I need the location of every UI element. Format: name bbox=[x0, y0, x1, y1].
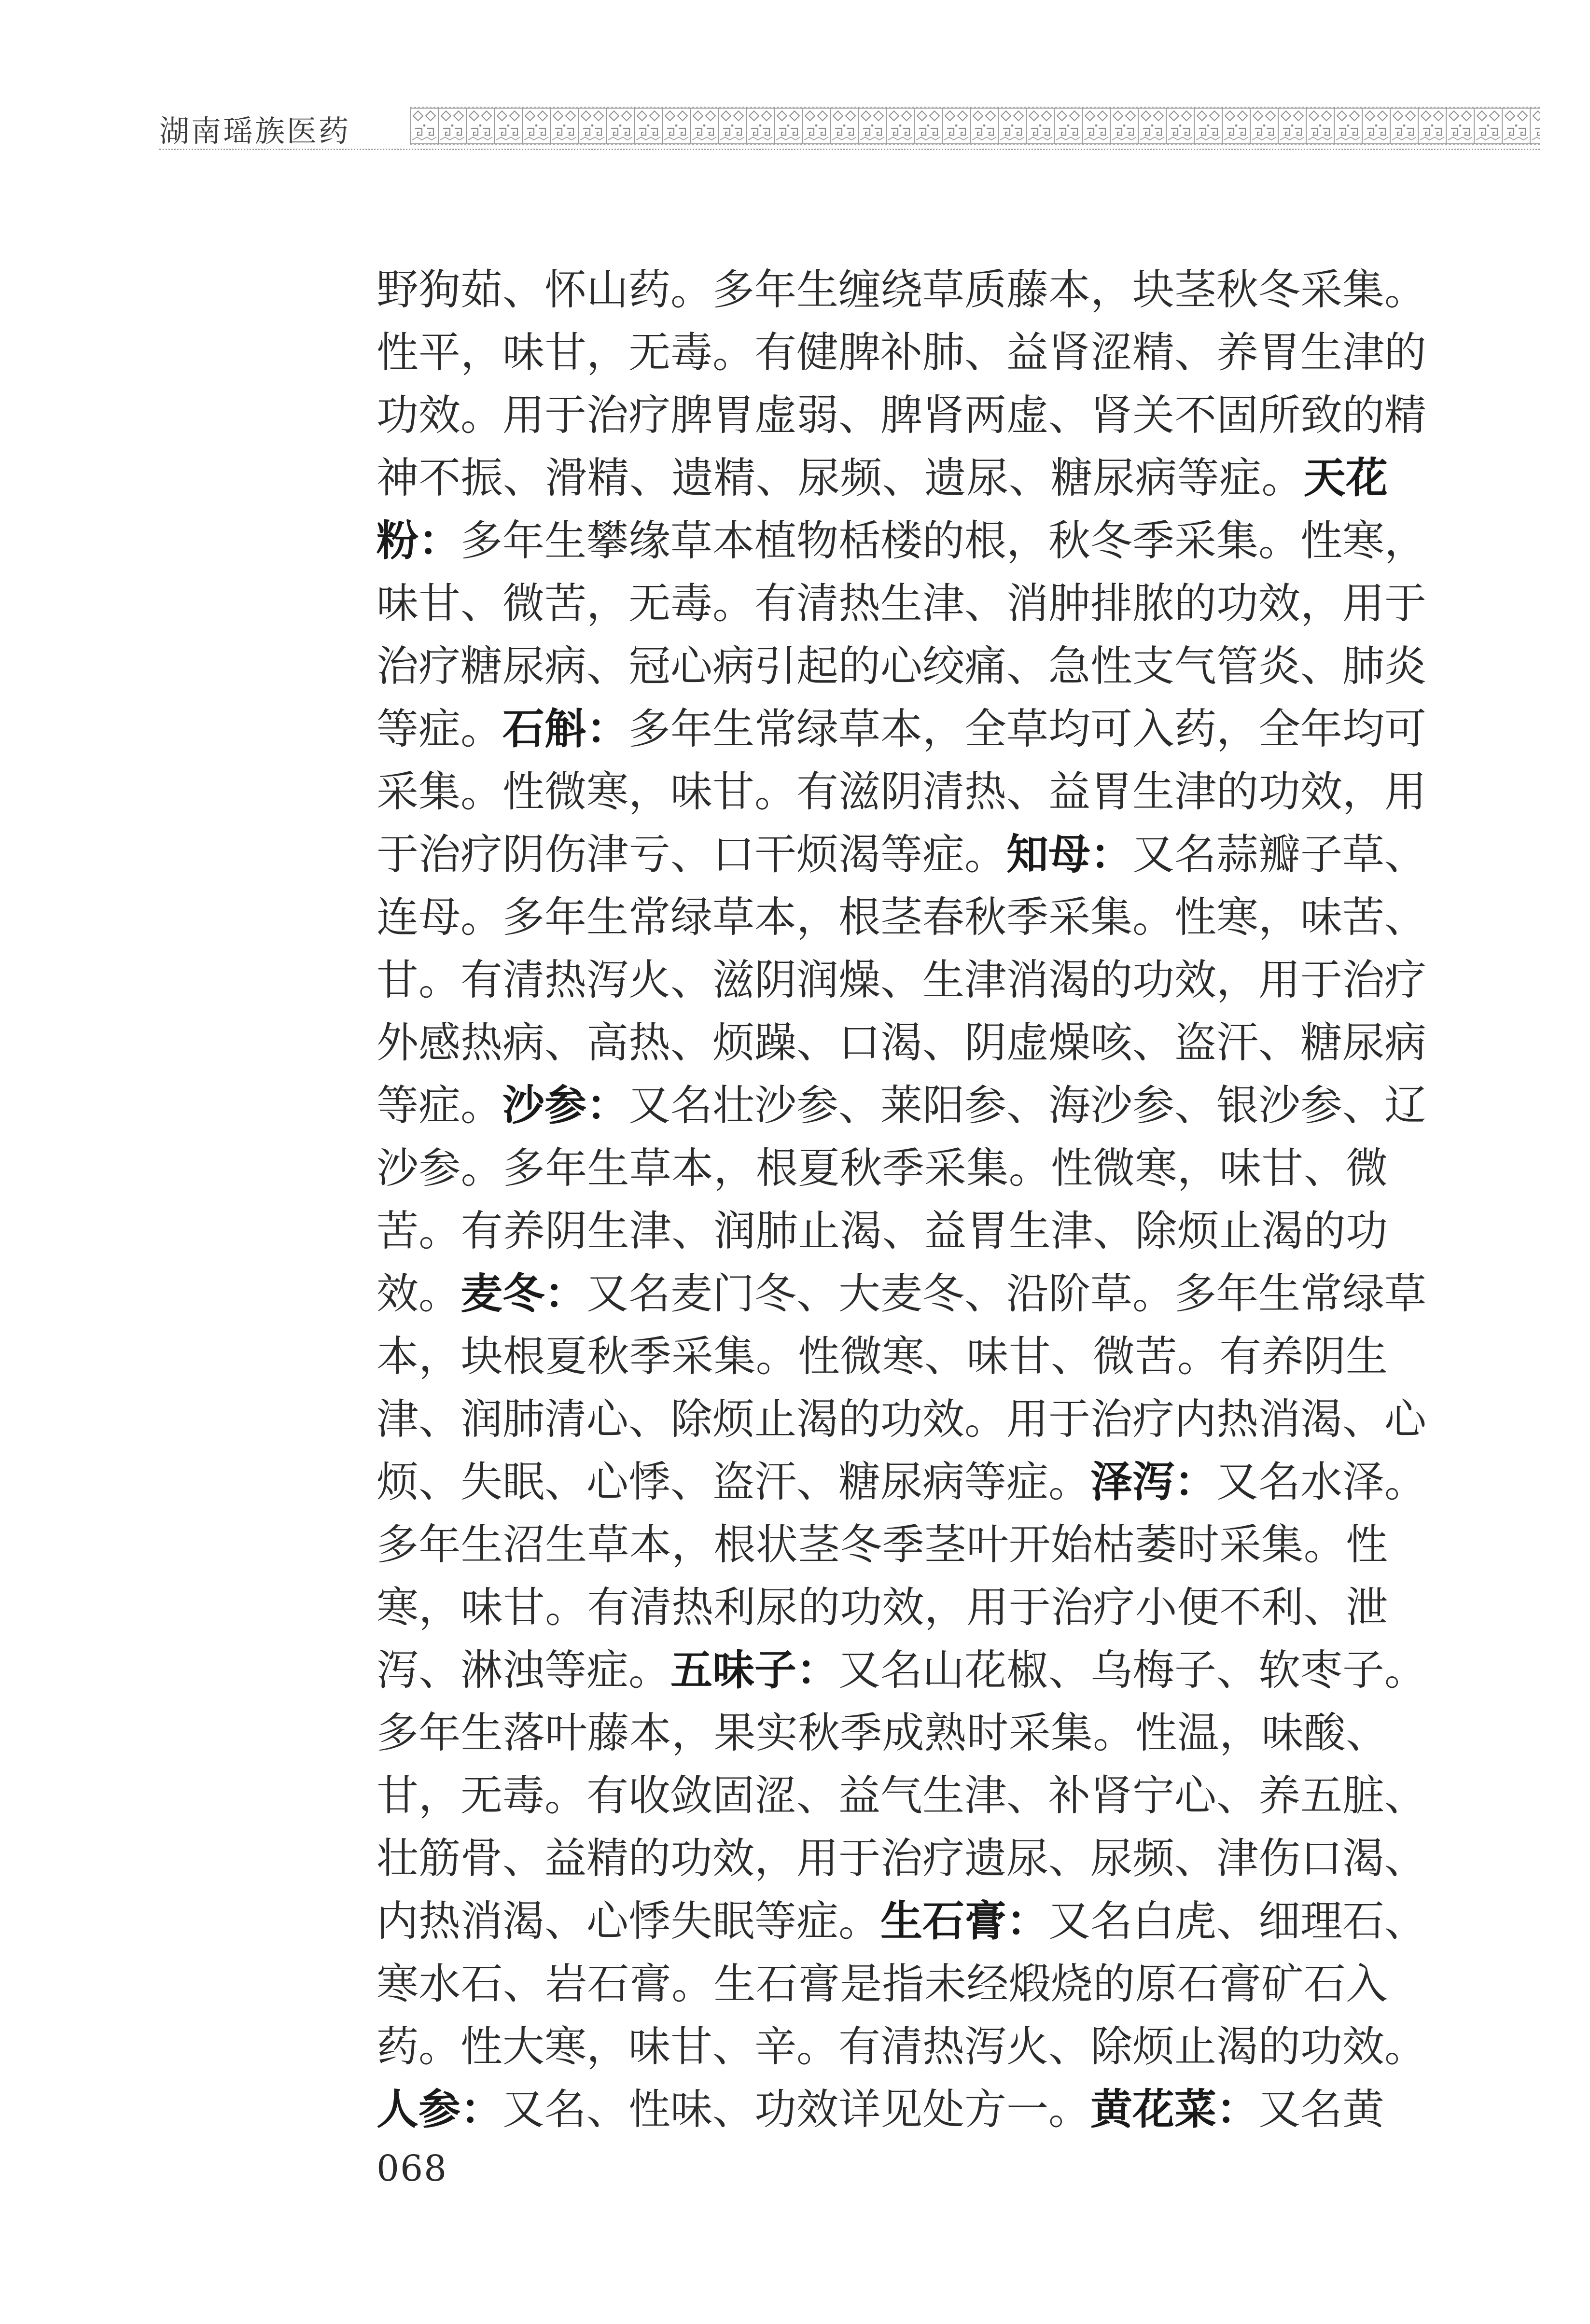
text-line bbox=[377, 2078, 1388, 2141]
text-run: 沙参。多年生草本，根夏秋季采集。性微寒，味甘、微 bbox=[377, 1143, 1388, 1193]
text-run: 泻、淋浊等症。 bbox=[377, 1645, 670, 1695]
text-line bbox=[377, 760, 1426, 823]
text-line bbox=[377, 446, 1388, 509]
text-line bbox=[377, 258, 1426, 321]
herb-term: 沙参： bbox=[502, 1081, 628, 1130]
text-run: 甘。有清热泻火、滋阴润燥、生津消渴的功效，用于治疗 bbox=[377, 955, 1426, 1004]
text-line bbox=[377, 572, 1426, 635]
text-run: 神不振、滑精、遗精、尿频、遗尿、糖尿病等症。 bbox=[377, 453, 1304, 502]
text-run: 等症。 bbox=[377, 704, 502, 753]
text-line bbox=[377, 948, 1426, 1011]
text-run: 采集。性微寒，味甘。有滋阴清热、益胃生津的功效，用 bbox=[377, 767, 1426, 816]
text-line bbox=[377, 1325, 1388, 1388]
body-text bbox=[377, 258, 1426, 2141]
herb-term: 知母： bbox=[1006, 830, 1132, 879]
text-line bbox=[377, 1639, 1426, 1701]
header-rule bbox=[159, 149, 1540, 150]
text-line bbox=[377, 1827, 1426, 1890]
text-line bbox=[377, 321, 1426, 384]
text-run: 又名黄 bbox=[1258, 2085, 1384, 2134]
text-run: 又名水泽。 bbox=[1216, 1457, 1426, 1506]
herb-term: 石斛： bbox=[502, 704, 628, 753]
herb-term: 粉： bbox=[377, 516, 460, 565]
text-line bbox=[377, 697, 1426, 760]
herb-term: 天花 bbox=[1303, 453, 1388, 502]
page-number: 068 bbox=[377, 2148, 448, 2189]
text-run: 多年生落叶藤本，果实秋季成熟时采集。性温，味酸、 bbox=[377, 1708, 1388, 1757]
ornamental-border bbox=[410, 106, 1540, 146]
text-run: 又名麦门冬、大麦冬、沿阶草。多年生常绿草 bbox=[586, 1269, 1426, 1318]
text-run: 又名山花椒、乌梅子、软枣子。 bbox=[838, 1645, 1426, 1695]
text-line bbox=[377, 509, 1426, 572]
text-run: 又名壮沙参、莱阳参、海沙参、银沙参、辽 bbox=[628, 1081, 1426, 1130]
text-run: 又名蒜瓣子草、 bbox=[1132, 830, 1426, 879]
herb-term: 五味子： bbox=[670, 1645, 838, 1695]
text-line bbox=[377, 1701, 1388, 1764]
text-run: 本，块根夏秋季采集。性微寒、味甘、微苦。有养阴生 bbox=[377, 1332, 1388, 1381]
text-run: 多年生攀缘草本植物栝楼的根，秋冬季采集。性寒， bbox=[460, 516, 1426, 565]
text-run: 寒水石、岩石膏。生石膏是指未经煅烧的原石膏矿石入 bbox=[377, 1959, 1388, 2008]
text-line bbox=[377, 1890, 1426, 1952]
text-run: 治疗糖尿病、冠心病引起的心绞痛、急性支气管炎、肺炎 bbox=[377, 641, 1426, 691]
text-run: 多年生沼生草本，根状茎冬季茎叶开始枯萎时采集。性 bbox=[377, 1520, 1388, 1569]
running-header bbox=[159, 97, 1540, 150]
herb-term: 麦冬： bbox=[460, 1269, 586, 1318]
text-run: 津、润肺清心、除烦止渴的功效。用于治疗内热消渴、心 bbox=[377, 1394, 1426, 1444]
text-line bbox=[377, 1576, 1388, 1639]
text-run: 多年生常绿草本，全草均可入药，全年均可 bbox=[628, 704, 1426, 753]
text-run: 效。 bbox=[377, 1269, 460, 1318]
text-line bbox=[377, 384, 1426, 446]
text-line bbox=[377, 1513, 1388, 1576]
herb-term: 泽泻： bbox=[1090, 1457, 1216, 1506]
text-run: 味甘、微苦，无毒。有清热生津、消肿排脓的功效，用于 bbox=[377, 579, 1426, 628]
text-line bbox=[377, 1952, 1388, 2015]
text-line bbox=[377, 635, 1426, 697]
text-run: 又名、性味、功效详见处方一。 bbox=[502, 2085, 1090, 2134]
text-line bbox=[377, 1450, 1426, 1513]
text-run: 壮筋骨、益精的功效，用于治疗遗尿、尿频、津伤口渴、 bbox=[377, 1834, 1426, 1883]
text-run: 等症。 bbox=[377, 1081, 502, 1130]
text-line bbox=[377, 1137, 1388, 1199]
text-run: 又名白虎、细理石、 bbox=[1048, 1896, 1426, 1946]
text-line bbox=[377, 1262, 1426, 1325]
text-line bbox=[377, 886, 1426, 948]
text-line bbox=[377, 1388, 1426, 1450]
text-run: 连母。多年生常绿草本，根茎春秋季采集。性寒，味苦、 bbox=[377, 892, 1426, 942]
text-run: 寒，味甘。有清热利尿的功效，用于治疗小便不利、泄 bbox=[377, 1583, 1388, 1632]
text-run: 药。性大寒，味甘、辛。有清热泻火、除烦止渴的功效。 bbox=[377, 2022, 1426, 2071]
herb-term: 生石膏： bbox=[880, 1896, 1048, 1946]
book-title: 湖南瑶族医药 bbox=[159, 113, 351, 149]
text-line bbox=[377, 1764, 1426, 1827]
herb-term: 黄花菜： bbox=[1090, 2085, 1258, 2134]
text-run: 性平，味甘，无毒。有健脾补肺、益肾涩精、养胃生津的 bbox=[377, 328, 1426, 377]
text-line bbox=[377, 823, 1426, 886]
text-run: 苦。有养阴生津、润肺止渴、益胃生津、除烦止渴的功 bbox=[377, 1206, 1388, 1255]
text-run: 烦、失眠、心悸、盗汗、糖尿病等症。 bbox=[377, 1457, 1090, 1506]
text-run: 内热消渴、心悸失眠等症。 bbox=[377, 1896, 880, 1946]
text-run: 外感热病、高热、烦躁、口渴、阴虚燥咳、盗汗、糖尿病 bbox=[377, 1018, 1426, 1067]
text-run: 野狗茹、怀山药。多年生缠绕草质藤本，块茎秋冬采集。 bbox=[377, 265, 1426, 314]
herb-term: 人参： bbox=[377, 2085, 502, 2134]
text-run: 功效。用于治疗脾胃虚弱、脾肾两虚、肾关不固所致的精 bbox=[377, 390, 1426, 440]
text-run: 甘，无毒。有收敛固涩、益气生津、补肾宁心、养五脏、 bbox=[377, 1771, 1426, 1820]
text-line bbox=[377, 2015, 1426, 2078]
text-run: 于治疗阴伤津亏、口干烦渴等症。 bbox=[377, 830, 1006, 879]
text-line bbox=[377, 1199, 1388, 1262]
text-line bbox=[377, 1011, 1426, 1074]
text-line bbox=[377, 1074, 1426, 1137]
